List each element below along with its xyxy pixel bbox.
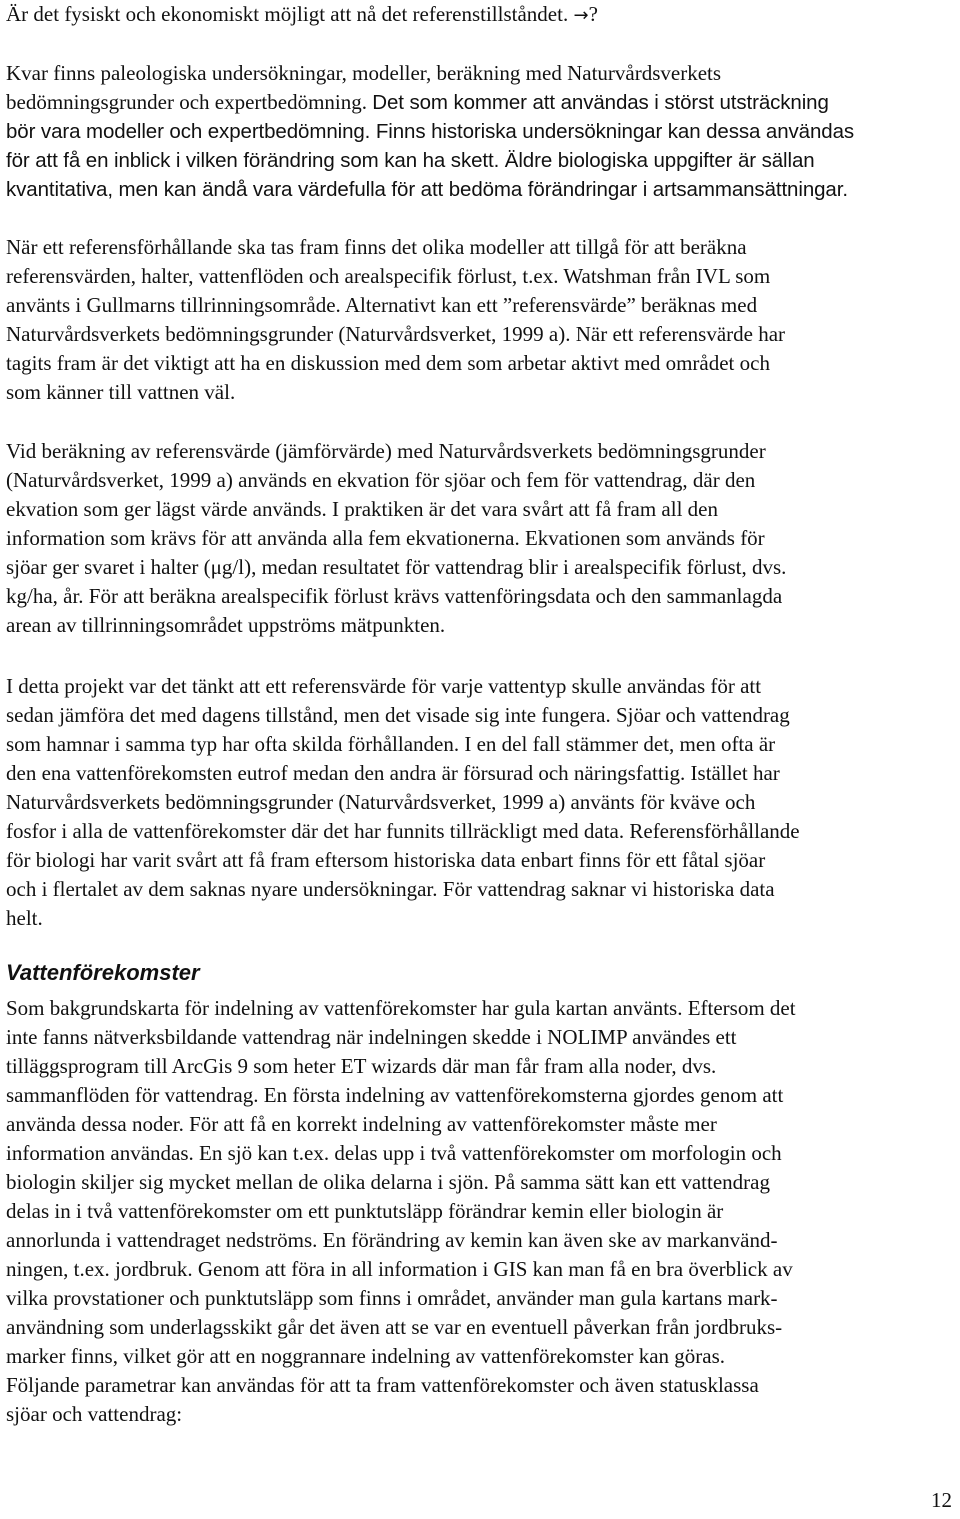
paragraph-4-line-1: I detta projekt var det tänkt att ett referensvärde för varje vattentyp skulle användas för att (6, 674, 762, 698)
paragraph-5-line-15: sjöar och vattendrag: (6, 1402, 183, 1426)
paragraph-5-line-6: information användas. En sjö kan t.ex. delas upp i två vattenförekomster om morfologin och (6, 1141, 782, 1165)
paragraph-1-line-1 (6, 59, 958, 88)
paragraph-2-line-6: som känner till vattnen väl. (6, 380, 236, 404)
paragraph-5-line-4: sammanflöden för vattendrag. En första indelning av vattenförekomsterna gjordes genom att (6, 1083, 784, 1107)
paragraph-1-line-4: för att få en inblick i vilken förändring som kan ha skett. Äldre biologiska uppgifter är sällan (6, 149, 815, 172)
intro-question (6, 0, 956, 30)
arrow-icon: → (573, 5, 589, 26)
paragraph-1 (6, 59, 958, 204)
section-heading: Vattenförekomster (6, 960, 200, 985)
paragraph-5-line-11: vilka provstationer och punktutsläpp som finns i området, använder man gula kartans mark- (6, 1286, 778, 1310)
paragraph-5-line-7: biologin skiljer sig mycket mellan de olika delarna i sjön. På samma sätt kan ett vattendrag (6, 1170, 770, 1194)
paragraph-5-line-12: användning som underlagsskikt går det även att se var en eventuell påverkan från jordbruks- (6, 1315, 783, 1339)
paragraph-1-line-1-serif: Kvar finns paleologiska undersökningar, modeller, beräkning med Naturvårdsverkets (6, 61, 722, 85)
paragraph-5-line-14: Följande parametrar kan användas för att ta fram vattenförekomster och även statusklassa (6, 1373, 759, 1397)
paragraph-3-line-5: sjöar ger svaret i halter (μg/l), medan resultatet för vattendrag blir i arealspecifik förlust, dvs. (6, 555, 787, 579)
paragraph-1-line-5: kvantitativa, men kan ändå vara värdefulla för att bedöma förändringar i artsammansättningar. (6, 178, 848, 201)
page-number: 12 (931, 1488, 952, 1512)
paragraph-5-line-1: Som bakgrundskarta för indelning av vattenförekomster har gula kartan använts. Eftersom det (6, 996, 796, 1020)
paragraph-5-line-3: tilläggsprogram till ArcGis 9 som heter ET wizards där man får fram alla noder, dvs. (6, 1054, 717, 1078)
paragraph-1-line-2-sans: Det som kommer att användas i störst utsträckning (372, 91, 829, 114)
paragraph-4-line-9: helt. (6, 906, 43, 930)
paragraph-4-line-7: för biologi har varit svårt att få fram eftersom historiska data enbart finns för ett fåtal sjöar (6, 848, 766, 872)
paragraph-4 (6, 672, 958, 933)
paragraph-4-line-8: och i flertalet av dem saknas nyare undersökningar. För vattendrag saknar vi historiska data (6, 877, 775, 901)
paragraph-5-line-13: marker finns, vilket gör att en noggrannare indelning av vattenförekomster kan göras. (6, 1344, 726, 1368)
paragraph-5-line-8: delas in i två vattenförekomster om ett punktutsläpp förändrar kemin eller biologin är (6, 1199, 724, 1223)
paragraph-4-line-5: Naturvårdsverkets bedömningsgrunder (Naturvårdsverket, 1999 a) använts för kväve och (6, 790, 756, 814)
paragraph-1-line-2-serif: bedömningsgrunder och expertbedömning. (6, 90, 373, 114)
paragraph-3 (6, 437, 958, 640)
paragraph-3-line-1: Vid beräkning av referensvärde (jämförvärde) med Naturvårdsverkets bedömningsgrunder (6, 439, 766, 463)
paragraph-2-line-4: Naturvårdsverkets bedömningsgrunder (Naturvårdsverket, 1999 a). När ett referensvärde har (6, 322, 786, 346)
intro-question-mark: ? (588, 2, 598, 26)
paragraph-3-line-6: kg/ha, år. För att beräkna arealspecifik förlust krävs vattenföringsdata och den sammanlagda (6, 584, 783, 608)
paragraph-3-line-4: information som krävs för att använda alla fem ekvationerna. Ekvationen som används för (6, 526, 765, 550)
paragraph-5-line-5: använda dessa noder. För att få en korrekt indelning av vattenförekomster måste mer (6, 1112, 717, 1136)
paragraph-5 (6, 994, 958, 1429)
paragraph-4-line-2: sedan jämföra det med dagens tillstånd, men det visade sig inte fungera. Sjöar och vattendrag (6, 703, 790, 727)
paragraph-5-line-9: annorlunda i vattendraget nedströms. En förändring av kemin kan även ske av markanvänd- (6, 1228, 778, 1252)
paragraph-2-line-5: tagits fram är det viktigt att ha en diskussion med dem som arbetar aktivt med området och (6, 351, 770, 375)
paragraph-5-line-10: ningen, t.ex. jordbruk. Genom att föra in all information i GIS kan man få en bra överblick av (6, 1257, 793, 1281)
paragraph-3-line-3: ekvation som ger lägst värde används. I praktiken är det vara svårt att få fram all den (6, 497, 718, 521)
paragraph-1-line-3: bör vara modeller och expertbedömning. Finns historiska undersökningar kan dessa användas (6, 120, 855, 143)
paragraph-3-line-7: arean av tillrinningsområdet uppströms mätpunkten. (6, 613, 446, 637)
paragraph-4-line-4: den ena vattenförekomsten eutrof medan den andra är försurad och näringsfattig. Istället har (6, 761, 780, 785)
paragraph-2-line-3: använts i Gullmarns tillrinningsområde. Alternativt kan ett ”referensvärde” beräknas med (6, 293, 758, 317)
paragraph-4-line-6: fosfor i alla de vattenförekomster där det har funnits tillräckligt med data. Referensförhållande (6, 819, 800, 843)
paragraph-3-line-2: (Naturvårdsverket, 1999 a) används en ekvation för sjöar och fem för vattendrag, där den (6, 468, 756, 492)
intro-question-text: Är det fysiskt och ekonomiskt möjligt att nå det referenstillståndet. (6, 2, 569, 26)
paragraph-2-line-2: referensvärden, halter, vattenflöden och arealspecifik förlust, t.ex. Watshman från IVL som (6, 264, 771, 288)
paragraph-2 (6, 233, 958, 407)
paragraph-1-line-2 (6, 88, 958, 117)
paragraph-5-line-2: inte fanns nätverksbildande vattendrag när indelningen skedde i NOLIMP användes ett (6, 1025, 737, 1049)
paragraph-4-line-3: som hamnar i samma typ har ofta skilda förhållanden. I en del fall stämmer det, men ofta är (6, 732, 776, 756)
paragraph-2-line-1: När ett referensförhållande ska tas fram finns det olika modeller att tillgå för att beräkna (6, 235, 747, 259)
